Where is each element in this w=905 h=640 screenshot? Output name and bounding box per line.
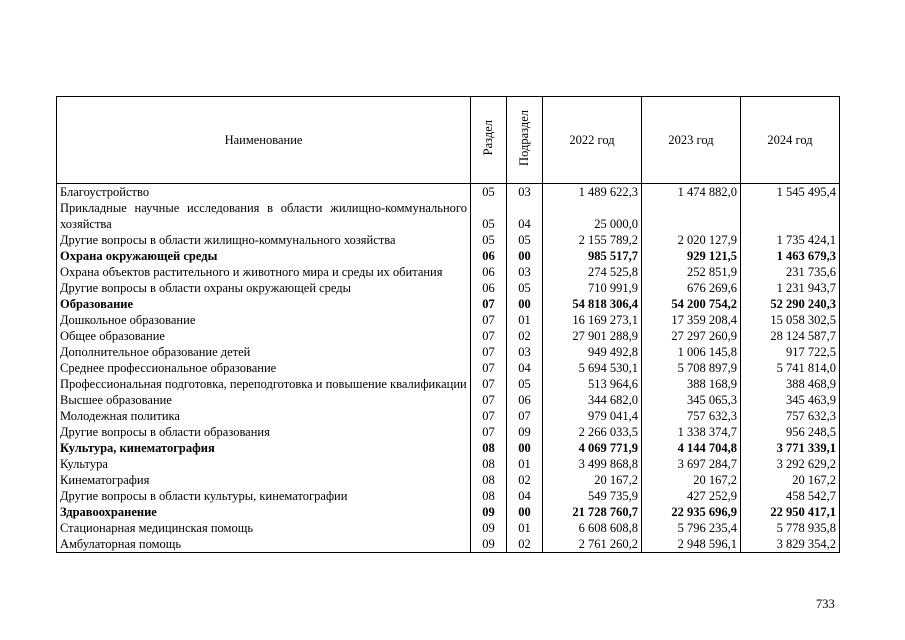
- table-row: [57, 440, 840, 456]
- header-name: Наименование: [57, 97, 471, 184]
- row-value-2024: 28 124 587,7: [741, 328, 840, 344]
- row-value-2022: 54 818 306,4: [543, 296, 642, 312]
- row-value-2024: 1 463 679,3: [741, 248, 840, 264]
- header-subsection-label: Подраздел: [517, 110, 531, 166]
- row-subsection: 09: [507, 424, 543, 440]
- table-row: [57, 424, 840, 440]
- row-name: Другие вопросы в области охраны окружающей среды: [57, 280, 471, 296]
- row-name: Образование: [57, 296, 471, 312]
- row-name: Дошкольное образование: [57, 312, 471, 328]
- row-value-2022: 513 964,6: [543, 376, 642, 392]
- row-value-2023: 1 338 374,7: [642, 424, 741, 440]
- row-value-2022: 344 682,0: [543, 392, 642, 408]
- row-value-2023: 757 632,3: [642, 408, 741, 424]
- row-name: Молодежная политика: [57, 408, 471, 424]
- row-value-2022: 3 499 868,8: [543, 456, 642, 472]
- row-value-2022: 985 517,7: [543, 248, 642, 264]
- table-row: [57, 520, 840, 536]
- row-value-2024: 956 248,5: [741, 424, 840, 440]
- row-value-2023: 22 935 696,9: [642, 504, 741, 520]
- table-row: [57, 312, 840, 328]
- header-section-label: Раздел: [481, 120, 495, 156]
- table-row: [57, 536, 840, 553]
- row-value-2023: 1 006 145,8: [642, 344, 741, 360]
- row-section: 08: [471, 472, 507, 488]
- row-subsection: 05: [507, 376, 543, 392]
- row-section: 08: [471, 440, 507, 456]
- row-subsection: 00: [507, 248, 543, 264]
- header-2024: 2024 год: [741, 97, 840, 184]
- table-row: [57, 296, 840, 312]
- row-name: Охрана окружающей среды: [57, 248, 471, 264]
- row-value-2022: 979 041,4: [543, 408, 642, 424]
- row-value-2023: 2 020 127,9: [642, 232, 741, 248]
- table-row: [57, 392, 840, 408]
- row-value-2022: 2 155 789,2: [543, 232, 642, 248]
- row-value-2022: 2 761 260,2: [543, 536, 642, 553]
- row-section: 07: [471, 344, 507, 360]
- row-value-2024: 52 290 240,3: [741, 296, 840, 312]
- row-name: Общее образование: [57, 328, 471, 344]
- row-value-2023: 252 851,9: [642, 264, 741, 280]
- row-value-2023: 676 269,6: [642, 280, 741, 296]
- table-header-row: [57, 97, 840, 184]
- table-row: [57, 376, 840, 392]
- header-subsection: [507, 97, 543, 184]
- row-name: Прикладные научные исследования в области жилищно-коммунального хозяйства: [57, 200, 471, 232]
- row-name: Другие вопросы в области образования: [57, 424, 471, 440]
- row-section: 09: [471, 504, 507, 520]
- row-subsection: 02: [507, 472, 543, 488]
- row-name: Охрана объектов растительного и животного мира и среды их обитания: [57, 264, 471, 280]
- table-row: [57, 360, 840, 376]
- row-subsection: 01: [507, 456, 543, 472]
- row-section: 08: [471, 488, 507, 504]
- header-2023: 2023 год: [642, 97, 741, 184]
- row-value-2022: 27 901 288,9: [543, 328, 642, 344]
- row-value-2022: 21 728 760,7: [543, 504, 642, 520]
- row-value-2022: 2 266 033,5: [543, 424, 642, 440]
- row-section: 06: [471, 280, 507, 296]
- row-value-2024: 388 468,9: [741, 376, 840, 392]
- table-row: [57, 472, 840, 488]
- row-subsection: 01: [507, 520, 543, 536]
- row-value-2024: 15 058 302,5: [741, 312, 840, 328]
- row-value-2022: 20 167,2: [543, 472, 642, 488]
- header-section: [471, 97, 507, 184]
- row-name: Благоустройство: [57, 184, 471, 201]
- row-subsection: 04: [507, 360, 543, 376]
- row-subsection: 05: [507, 232, 543, 248]
- row-subsection: 03: [507, 184, 543, 201]
- row-subsection: 03: [507, 264, 543, 280]
- row-value-2022: 710 991,9: [543, 280, 642, 296]
- row-value-2023: 27 297 260,9: [642, 328, 741, 344]
- row-subsection: 05: [507, 280, 543, 296]
- row-value-2024: [741, 200, 840, 232]
- row-subsection: 04: [507, 488, 543, 504]
- row-value-2024: 1 231 943,7: [741, 280, 840, 296]
- row-value-2023: 3 697 284,7: [642, 456, 741, 472]
- row-value-2024: 345 463,9: [741, 392, 840, 408]
- row-subsection: 03: [507, 344, 543, 360]
- row-value-2022: 1 489 622,3: [543, 184, 642, 201]
- row-value-2023: 17 359 208,4: [642, 312, 741, 328]
- row-subsection: 02: [507, 328, 543, 344]
- row-value-2024: 20 167,2: [741, 472, 840, 488]
- row-value-2023: 4 144 704,8: [642, 440, 741, 456]
- row-subsection: 04: [507, 200, 543, 232]
- row-section: 05: [471, 184, 507, 201]
- row-subsection: 00: [507, 504, 543, 520]
- table-row: [57, 184, 840, 201]
- table-row: [57, 344, 840, 360]
- row-subsection: 06: [507, 392, 543, 408]
- row-value-2022: 25 000,0: [543, 200, 642, 232]
- row-section: 07: [471, 360, 507, 376]
- row-section: 09: [471, 520, 507, 536]
- row-value-2024: 1 735 424,1: [741, 232, 840, 248]
- table-row: [57, 200, 840, 232]
- table-row: [57, 488, 840, 504]
- row-value-2022: 16 169 273,1: [543, 312, 642, 328]
- row-section: 09: [471, 536, 507, 553]
- page-number: 733: [816, 597, 835, 611]
- row-name: Среднее профессиональное образование: [57, 360, 471, 376]
- row-value-2023: [642, 200, 741, 232]
- row-value-2023: 345 065,3: [642, 392, 741, 408]
- row-name: Стационарная медицинская помощь: [57, 520, 471, 536]
- row-value-2024: 757 632,3: [741, 408, 840, 424]
- row-subsection: 02: [507, 536, 543, 553]
- row-value-2022: 5 694 530,1: [543, 360, 642, 376]
- row-value-2024: 22 950 417,1: [741, 504, 840, 520]
- row-value-2023: 388 168,9: [642, 376, 741, 392]
- row-value-2023: 5 708 897,9: [642, 360, 741, 376]
- row-value-2023: 427 252,9: [642, 488, 741, 504]
- row-section: 05: [471, 200, 507, 232]
- row-name: Высшее образование: [57, 392, 471, 408]
- table-row: [57, 504, 840, 520]
- table-row: [57, 328, 840, 344]
- table-row: [57, 408, 840, 424]
- row-value-2024: 3 292 629,2: [741, 456, 840, 472]
- table-row: [57, 264, 840, 280]
- row-value-2024: 5 778 935,8: [741, 520, 840, 536]
- budget-table: [56, 96, 840, 553]
- row-subsection: 00: [507, 296, 543, 312]
- row-section: 07: [471, 312, 507, 328]
- table-row: [57, 456, 840, 472]
- row-section: 07: [471, 328, 507, 344]
- row-section: 07: [471, 296, 507, 312]
- table-row: [57, 280, 840, 296]
- row-value-2023: 1 474 882,0: [642, 184, 741, 201]
- row-name: Дополнительное образование детей: [57, 344, 471, 360]
- row-value-2023: 20 167,2: [642, 472, 741, 488]
- row-value-2022: 949 492,8: [543, 344, 642, 360]
- row-section: 08: [471, 456, 507, 472]
- row-subsection: 01: [507, 312, 543, 328]
- row-section: 06: [471, 264, 507, 280]
- row-value-2024: 5 741 814,0: [741, 360, 840, 376]
- row-name: Здравоохранение: [57, 504, 471, 520]
- row-value-2024: 3 771 339,1: [741, 440, 840, 456]
- row-name: Другие вопросы в области культуры, кинематографии: [57, 488, 471, 504]
- row-value-2022: 549 735,9: [543, 488, 642, 504]
- row-value-2022: 6 608 608,8: [543, 520, 642, 536]
- row-value-2023: 929 121,5: [642, 248, 741, 264]
- row-name: Культура: [57, 456, 471, 472]
- row-value-2024: 458 542,7: [741, 488, 840, 504]
- row-section: 07: [471, 408, 507, 424]
- row-value-2023: 54 200 754,2: [642, 296, 741, 312]
- row-name: Другие вопросы в области жилищно-коммунального хозяйства: [57, 232, 471, 248]
- row-value-2022: 4 069 771,9: [543, 440, 642, 456]
- row-section: 07: [471, 392, 507, 408]
- row-value-2024: 1 545 495,4: [741, 184, 840, 201]
- table-body: [57, 184, 840, 553]
- row-subsection: 07: [507, 408, 543, 424]
- row-value-2023: 5 796 235,4: [642, 520, 741, 536]
- row-section: 07: [471, 424, 507, 440]
- row-value-2023: 2 948 596,1: [642, 536, 741, 553]
- row-value-2024: 3 829 354,2: [741, 536, 840, 553]
- header-2022: 2022 год: [543, 97, 642, 184]
- table-row: [57, 232, 840, 248]
- row-name: Профессиональная подготовка, переподготовка и повышение квалификации: [57, 376, 471, 392]
- row-name: Культура, кинематография: [57, 440, 471, 456]
- row-value-2024: 917 722,5: [741, 344, 840, 360]
- row-subsection: 00: [507, 440, 543, 456]
- row-name: Кинематография: [57, 472, 471, 488]
- row-value-2022: 274 525,8: [543, 264, 642, 280]
- row-name: Амбулаторная помощь: [57, 536, 471, 553]
- row-section: 07: [471, 376, 507, 392]
- row-section: 06: [471, 248, 507, 264]
- row-section: 05: [471, 232, 507, 248]
- table-row: [57, 248, 840, 264]
- row-value-2024: 231 735,6: [741, 264, 840, 280]
